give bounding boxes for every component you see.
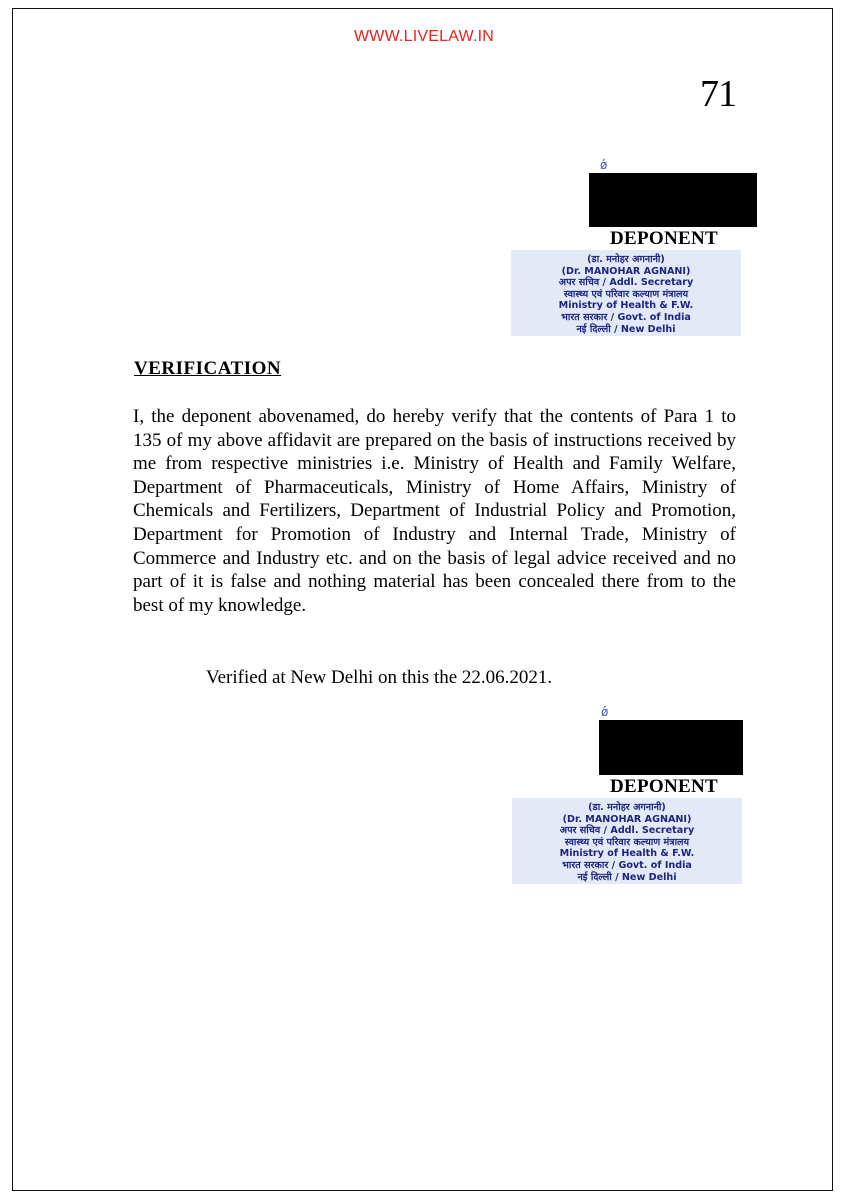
stamp-line: नई दिल्ली / New Delhi bbox=[577, 871, 677, 883]
verification-body: I, the deponent abovenamed, do hereby verify that the contents of Para 1 to 135 of my above affidavit are prepared on the basis of instructions received by me from respective ministries i.e. Ministry of Health and Family Welfare, Department of Pharmaceuticals, Ministry of Home Affairs, Ministry of Chemicals and Fertilizers, Department of Industrial Policy and Promotion, Department for Promotion of Industry and Internal Trade, Ministry of Commerce and Industry etc. and on the basis of legal advice received and no part of it is false and nothing material has been concealed there from to the best of my knowledge. bbox=[133, 406, 736, 616]
deponent-label: DEPONENT bbox=[610, 228, 718, 249]
verified-at-line: Verified at New Delhi on this the 22.06.2021. bbox=[206, 667, 553, 688]
stamp-line: भारत सरकार / Govt. of India bbox=[562, 859, 692, 871]
redacted-signature bbox=[599, 720, 743, 775]
stamp-line: Ministry of Health & F.W. bbox=[559, 848, 695, 860]
stamp-line: स्वास्थ्य एवं परिवार कल्याण मंत्रालय bbox=[563, 288, 689, 300]
redacted-signature bbox=[589, 173, 757, 227]
stamp-line: भारत सरकार / Govt. of India bbox=[561, 311, 691, 323]
page-number: 71 bbox=[700, 73, 736, 115]
deponent-label: DEPONENT bbox=[610, 776, 718, 797]
official-stamp bbox=[512, 798, 742, 884]
stamp-line: अपर सचिव / Addl. Secretary bbox=[559, 825, 695, 837]
stamp-line: (Dr. MANOHAR AGNANI) bbox=[562, 813, 692, 825]
stamp-line: नई दिल्ली / New Delhi bbox=[576, 323, 676, 335]
stamp-line: स्वास्थ्य एवं परिवार कल्याण मंत्रालय bbox=[564, 836, 690, 848]
stamp-line: (डा. मनोहर अगनानी) bbox=[587, 254, 665, 265]
signature-scribble: ǿ bbox=[600, 158, 608, 172]
stamp-line: अपर सचिव / Addl. Secretary bbox=[558, 277, 694, 289]
signature-scribble: ǿ bbox=[601, 705, 609, 719]
stamp-line: (Dr. MANOHAR AGNANI) bbox=[561, 265, 691, 277]
stamp-line: Ministry of Health & F.W. bbox=[558, 300, 694, 312]
official-stamp bbox=[511, 250, 741, 336]
stamp-line: (डा. मनोहर अगनानी) bbox=[588, 802, 666, 813]
watermark: WWW.LIVELAW.IN bbox=[354, 28, 494, 45]
verification-heading: VERIFICATION bbox=[134, 358, 282, 379]
